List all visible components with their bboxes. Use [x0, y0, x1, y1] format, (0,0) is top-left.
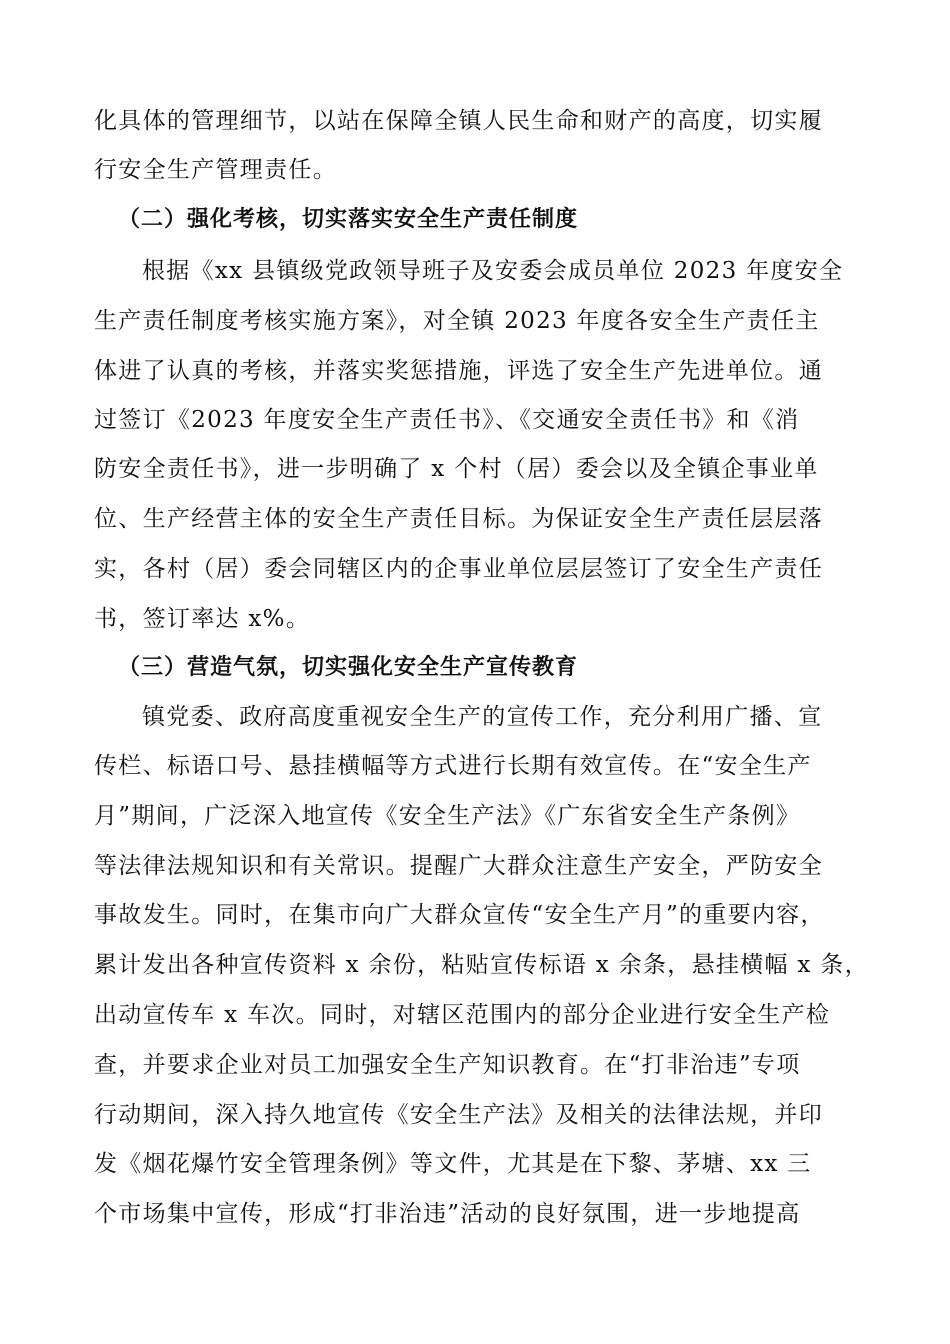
paragraph-line: 月”期间，广泛深入地宣传《安全生产法》《广东省安全生产条例》	[94, 803, 801, 829]
paragraph-line: 等法律法规知识和有关常识。提醒广大群众注意生产安全，严防安全	[94, 853, 823, 879]
paragraph-line: 累计发出各种宣传资料 x 余份，粘贴宣传标语 x 余条，悬挂横幅 x 条，	[94, 952, 869, 978]
paragraph-line: 镇党委、政府高度重视安全生产的宣传工作，充分利用广播、宣	[142, 704, 823, 730]
paragraph-line: 传栏、标语口号、悬挂横幅等方式进行长期有效宣传。在“安全生产	[94, 753, 812, 779]
section-heading-2: （二）强化考核，切实落实安全生产责任制度	[118, 207, 579, 232]
paragraph-line: 出动宣传车 x 车次。同时，对辖区范围内的部分企业进行安全生产检	[94, 1002, 831, 1028]
paragraph-line: 过签订《2023 年度安全生产责任书》、《交通安全责任书》和《消	[94, 407, 800, 433]
paragraph-line: 查，并要求企业对员工加强安全生产知识教育。在“打非治违”专项	[94, 1052, 801, 1078]
paragraph-line: 个市场集中宣传，形成“打非治违”活动的良好氛围，进一步地提高	[94, 1201, 801, 1227]
paragraph-line: 事故发生。同时，在集市向广大群众宣传“安全生产月”的重要内容，	[94, 902, 825, 928]
paragraph-line: 根据《xx 县镇级党政领导班子及安委会成员单位 2023 年度安全	[142, 258, 844, 284]
paragraph-line: 化具体的管理细节，以站在保障全镇人民生命和财产的高度，切实履	[94, 108, 823, 134]
paragraph-line: 发《烟花爆竹安全管理条例》等文件，尤其是在下黎、茅塘、xx 三	[94, 1151, 812, 1177]
section-heading-3: （三）营造气氛，切实强化安全生产宣传教育	[118, 655, 579, 680]
paragraph-line: 书，签订率达 x%。	[94, 606, 311, 632]
paragraph-line: 生产责任制度考核实施方案》，对全镇 2023 年度各安全生产责任主	[94, 308, 820, 334]
paragraph-line: 实，各村（居）委会同辖区内的企事业单位层层签订了安全生产责任	[94, 556, 823, 582]
paragraph-line: 防安全责任书》，进一步明确了 x 个村（居）委会以及全镇企事业单	[94, 456, 819, 482]
paragraph-line: 行动期间，深入持久地宣传《安全生产法》及相关的法律法规，并印	[94, 1102, 823, 1128]
paragraph-line: 位、生产经营主体的安全生产责任目标。为保证安全生产责任层层落	[94, 506, 823, 532]
paragraph-line: 体进了认真的考核，并落实奖惩措施，评选了安全生产先进单位。通	[94, 358, 823, 384]
paragraph-line: 行安全生产管理责任。	[94, 157, 337, 183]
